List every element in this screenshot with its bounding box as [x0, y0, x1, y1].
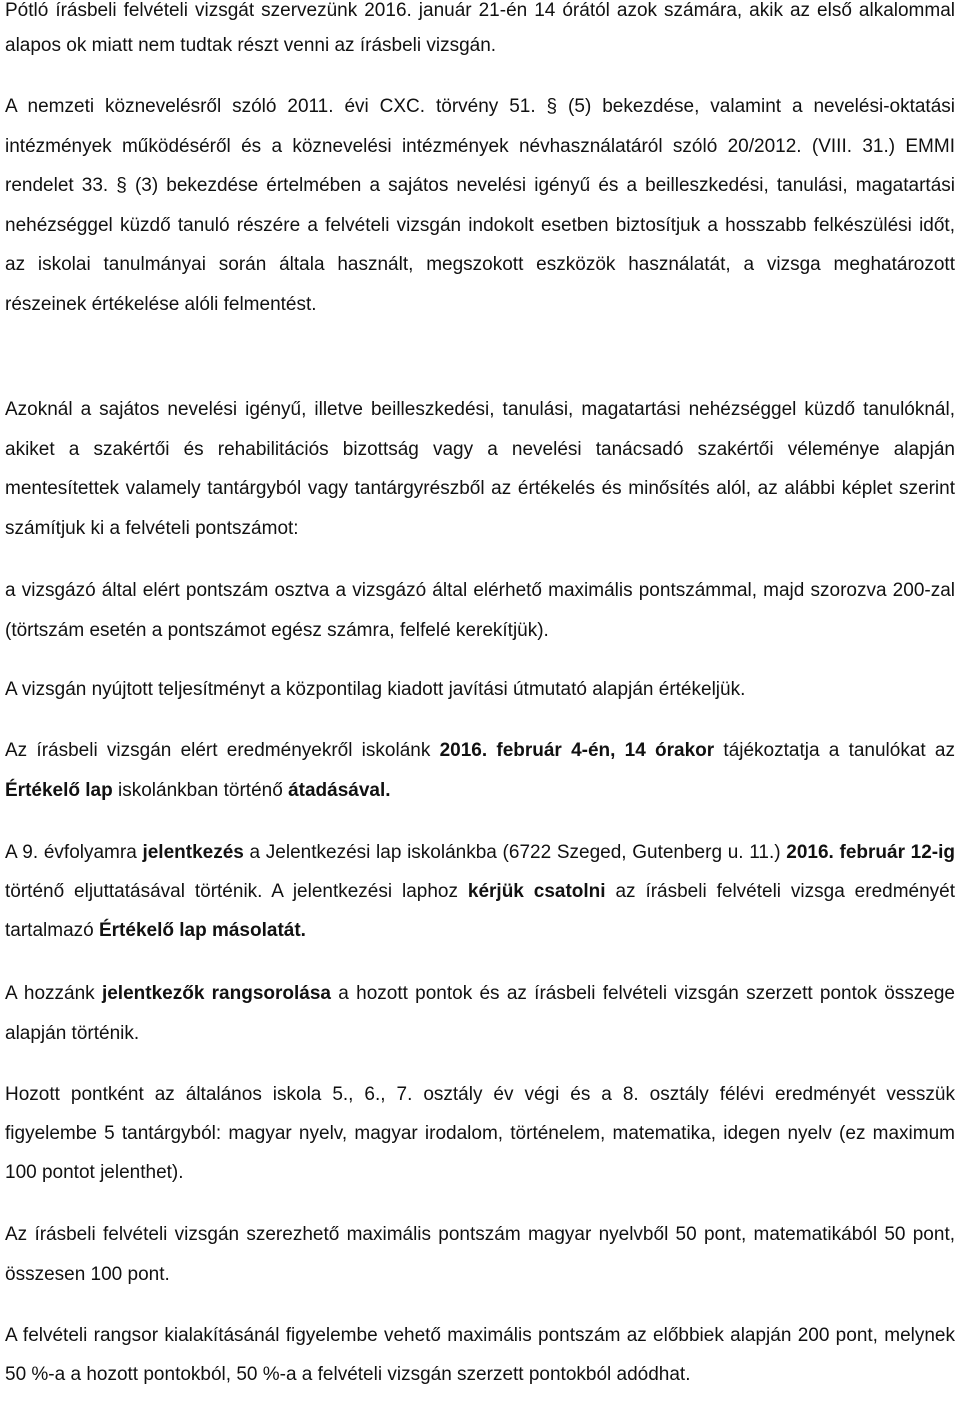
text-segment: az írásbeli felvételi vizsga eredményét tartalmazó: [5, 881, 956, 941]
text-segment: A felvételi rangsor kialakításánál figyelembe vehető maximális pontszám az előbbiek alapján 200 pont, melynek 50 %-a a hozott pontokból, 50 %-a a felvételi vizsgán szerzett pontokból adódhat.: [5, 1325, 955, 1385]
text-segment: iskolánkban történő: [112, 779, 289, 801]
bold-text-segment: Értékelő lap másolatát.: [98, 920, 306, 941]
bold-text-segment: átadásával.: [288, 779, 391, 801]
text-segment: a hozott pontok és az írásbeli felvételi vizsgán szerzett pontok összege alapján történik.: [5, 983, 955, 1044]
paragraph-exam-max-points: [5, 1215, 955, 1294]
text-segment: A vizsgán nyújtott teljesítményt a központilag kiadott javítási útmutató alapján értékeljük.: [5, 679, 746, 700]
bold-text-segment: 2016. február 4-én, 14 órakor: [439, 740, 715, 761]
text-segment: Hozott pontként az általános iskola 5., 6., 7. osztály év végi és a 8. osztály félévi eredményét vesszük figyelembe 5 tantárgyból: magyar nyelv, magyar irodalom, történelem, matematika, idegen nyelv (ez maximum 100 pontot jelenthet).: [5, 1084, 955, 1183]
paragraph-makeup-exam: [5, 0, 955, 63]
text-segment: Az írásbeli vizsgán elért eredményekről iskolánk: [5, 740, 440, 761]
text-segment: tájékoztatja a tanulókat az: [714, 740, 955, 761]
paragraph-brought-points: [5, 1075, 955, 1192]
text-segment: a Jelentkezési lap iskolánkba (6722 Szeged, Gutenberg u. 11.): [243, 842, 787, 863]
text-segment: történő eljuttatásával történik. A jelentkezési laphoz: [5, 881, 468, 902]
paragraph-legal-basis: [5, 87, 955, 324]
text-segment: Azoknál a sajátos nevelési igényű, illetve beilleszkedési, tanulási, magatartási nehézséggel küzdő tanulóknál, akiket a szakértői és rehabilitációs bizottság vagy a nevelési tanácsadó szakértői véleménye alapján mentesítettek valamely tantárgyból vagy tantárgyrészből az értékelés és minősítés alól, az alábbi képlet szerint számítjuk ki a felvételi pontszámot:: [5, 399, 955, 539]
text-segment: Az írásbeli felvételi vizsgán szerezhető maximális pontszám magyar nyelvből 50 pont, matematikából 50 pont, összesen 100 pont.: [5, 1224, 955, 1285]
text-segment: a vizsgázó által elért pontszám osztva a vizsgázó által elérhető maximális pontszámmal, majd szorozva 200-zal (törtszám esetén a pontszámot egész számra, felfelé kerekítjük).: [5, 580, 955, 641]
text-segment: A nemzeti köznevelésről szóló 2011. évi CXC. törvény 51. § (5) bekezdése, valamint a nevelési-oktatási intézmények működéséről és a köznevelési intézmények névhasználatáról szóló 20/2012. (VIII. 31.) EMMI rendelet 33. § (3) bekezdése értelmében a sajátos nevelési igényű és a beilleszkedési, tanulási, magatartási nehézséggel küzdő tanuló részére a felvételi vizsgán indokolt esetben biztosítjuk a hosszabb felkészülési időt, az iskolai tanulmányai során általa használt, megszokott eszközök használatát, a vizsga meghatározott részeinek értékelése alóli felmentést.: [5, 96, 955, 315]
bold-text-segment: kérjük csatolni: [467, 881, 606, 902]
bold-text-segment: Értékelő lap: [5, 779, 113, 801]
paragraph-formula: [5, 571, 955, 650]
bold-text-segment: 2016. február 12-ig: [786, 842, 955, 863]
text-segment: A hozzánk: [5, 983, 102, 1004]
text-segment: A 9. évfolyamra: [5, 842, 143, 863]
bold-text-segment: jelentkezők rangsorolása: [101, 983, 331, 1004]
bold-text-segment: jelentkezés: [142, 842, 244, 863]
paragraph-ranking: [5, 974, 955, 1053]
paragraph-ranking-max-points: [5, 1316, 955, 1394]
paragraph-evaluation: [5, 670, 955, 709]
paragraph-results-info: [5, 731, 955, 810]
text-segment: Pótló írásbeli felvételi vizsgát szervezünk 2016. január 21-én 14 órától azok számára, akik az első alkalommal alapos ok miatt nem tudtak részt venni az írásbeli vizsgán.: [5, 0, 955, 56]
paragraph-exemption-formula-intro: [5, 390, 955, 548]
paragraph-application: [5, 833, 955, 950]
